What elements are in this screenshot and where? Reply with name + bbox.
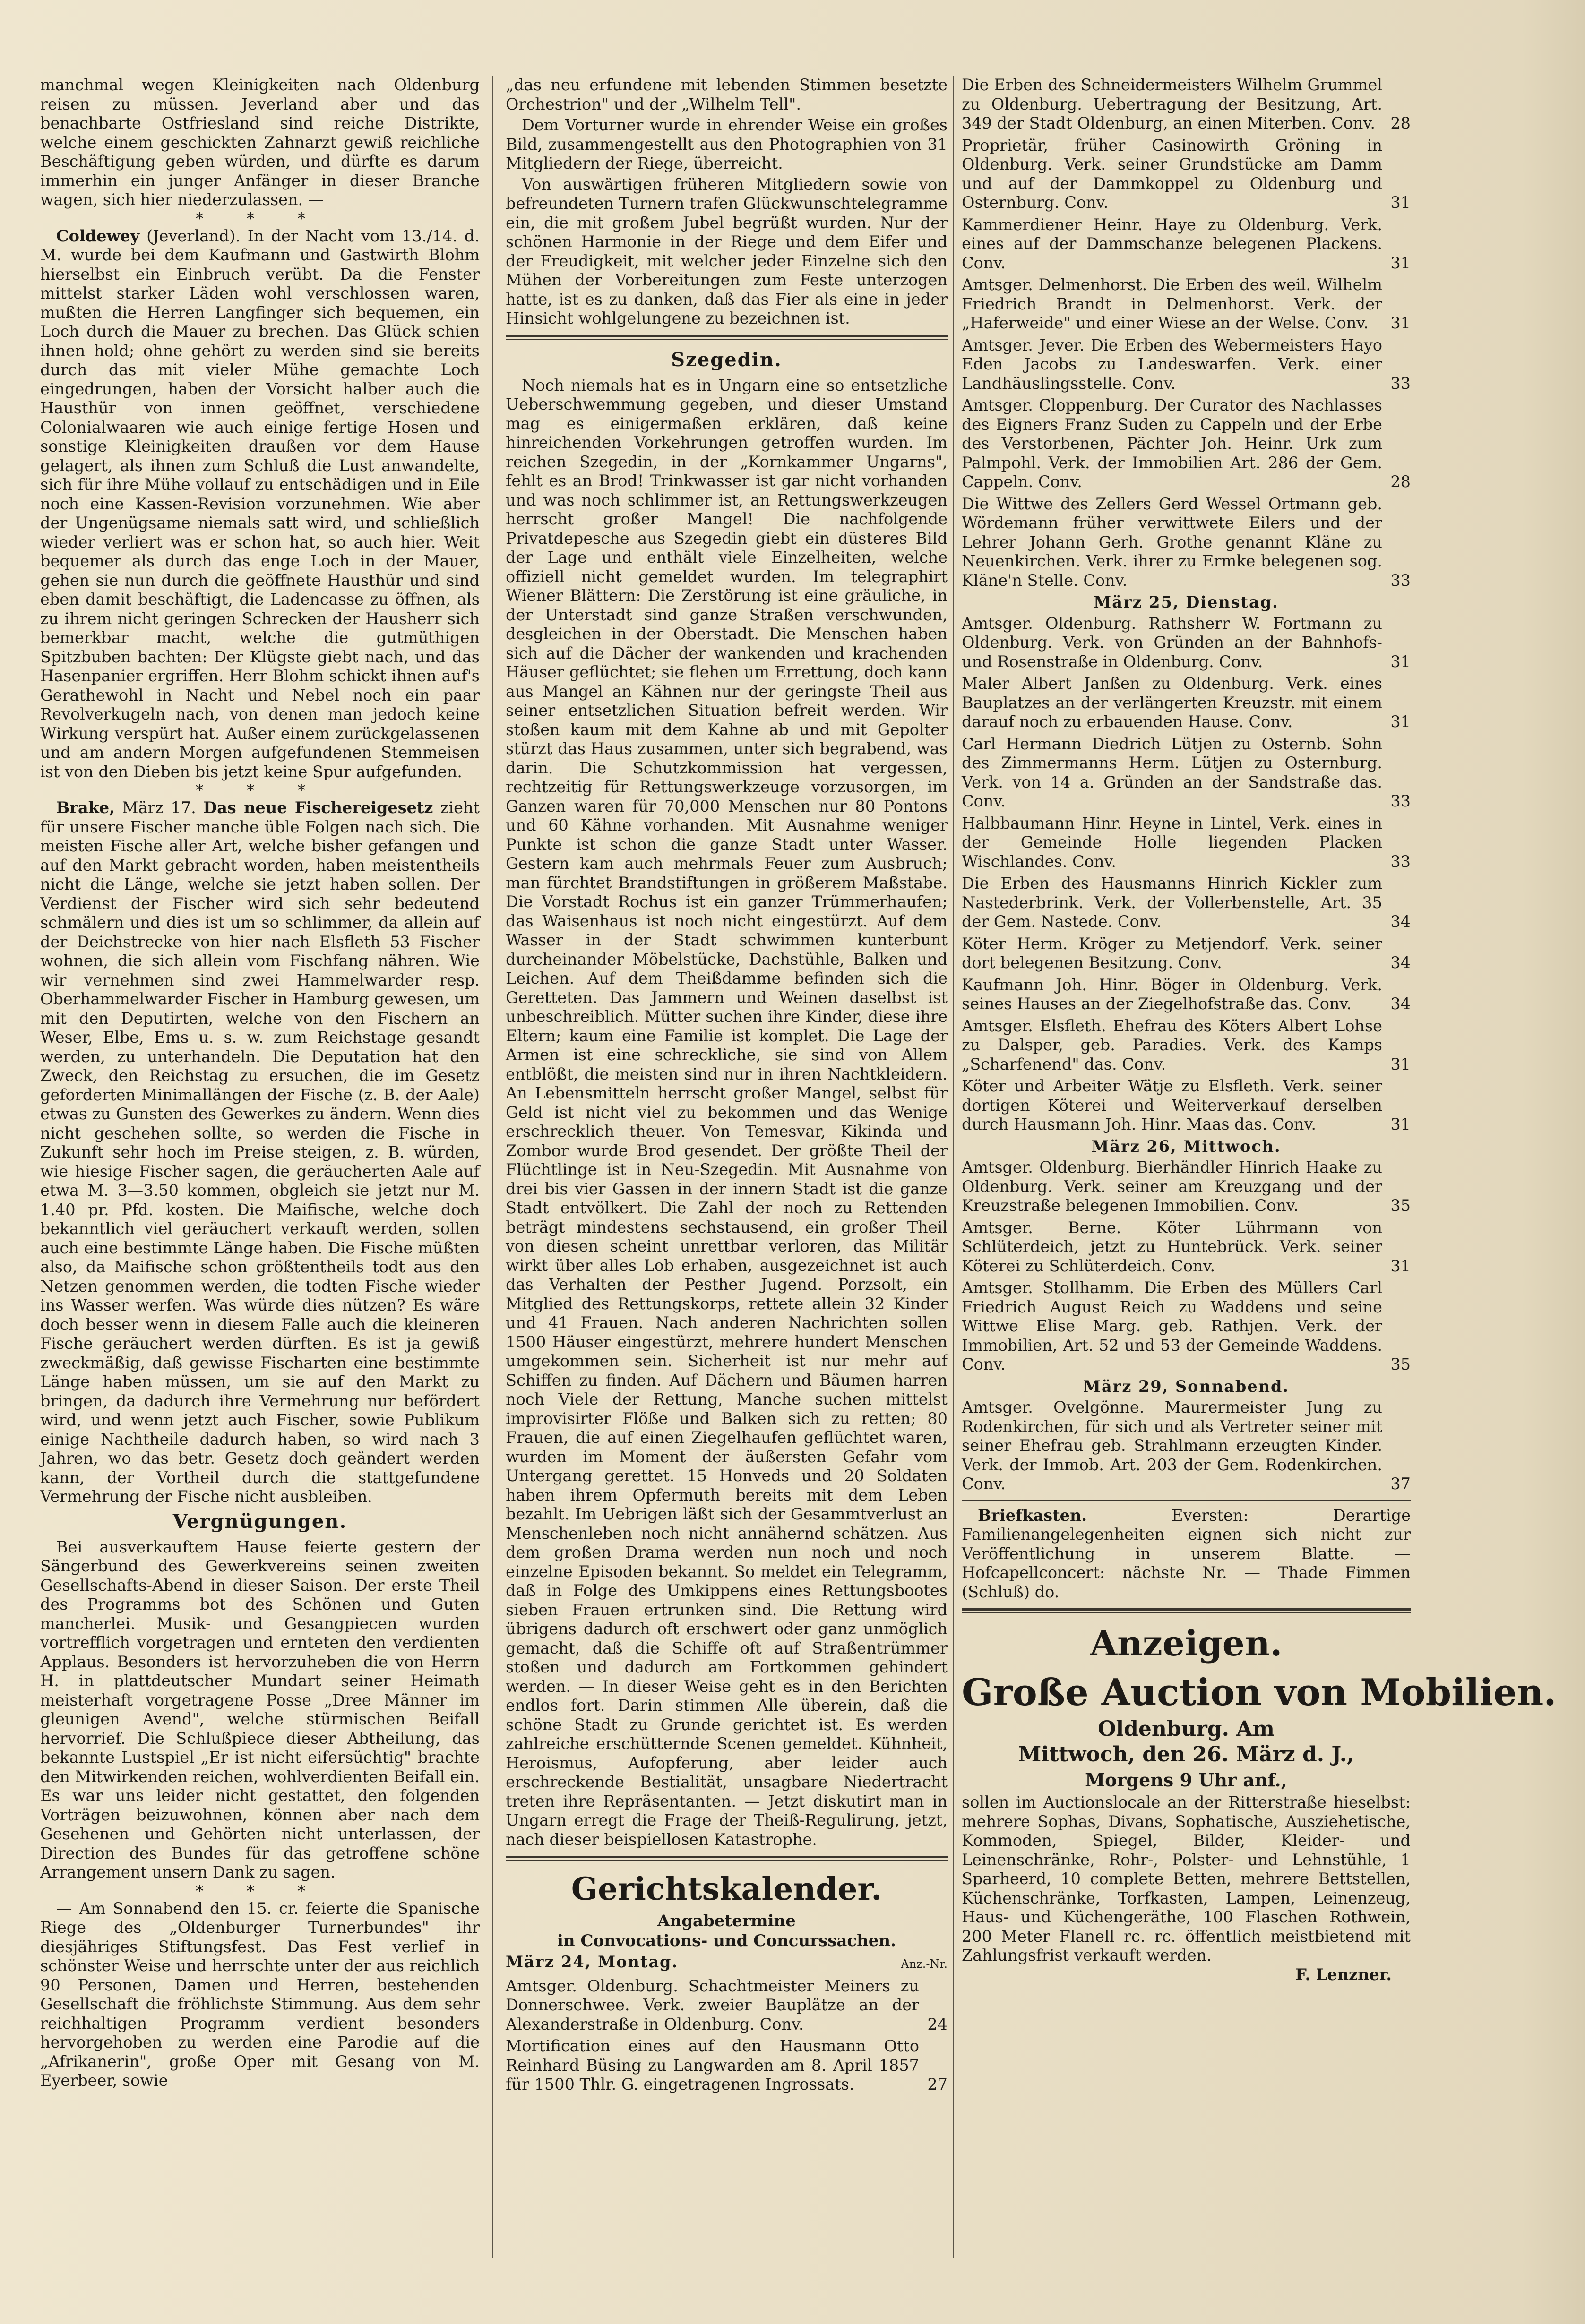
entry-text: Amtsger. Oldenburg. Schachtmeister Meiners zu Donnerschwee. Verk. zweier Bauplätze an der Alexanderstraße in Oldenburg. Conv. — [506, 1976, 919, 2033]
entry-number: 27 — [927, 2075, 948, 2093]
article-spanische-riege: — Am Sonnabend den 15. cr. feierte die Spanische Riege des „Oldenburger Turnerbundes" ihr diesjähriges Stiftungsfest. Das Fest verlief in schönster Weise und herrschte unter der aus reichlich 90 Personen, Damen und Herren, bestehenden Gesellschaft die fröhlichste Stimmung. Aus dem sehr reichhaltigen Programm verdient besonders hervorgehoben zu werden eine Parodie auf die „Afrikanerin", große Oper mit Gesang von M. Eyerbeer, sowie — [40, 1899, 480, 2090]
calendar-entry — [962, 76, 1411, 133]
article-body: (Jeverland). In der Nacht vom 13./14. d. M. wurde bei dem Kaufmann und Gastwirth Blohm hierselbst ein Einbruch verübt. Da die Fenster mittelst starker Läden wohl verschlossen waren, mußten die Herren Langfinger sich bequemen, ein Loch durch die Mauer zu brechen. Das Glück schien ihnen hold; ohne gehört zu werden sind sie bereits durch das mit vieler Mühe gemachte Loch eingedrungen, haben der Vorsicht halber auch die Hausthür von innen geöffnet, verschiedene Colonialwaaren wie auch einige fertige Hosen und sonstige Kleinigkeiten draußen vor dem Hause gelagert, als ihnen zum Schluß die Lust anwandelte, sich für ihre Mühe vollauf zu entschädigen und in Eile noch eine Kassen-Revision vorzunehmen. Wie aber der Ungenügsame niemals satt wird, und schließlich wieder verliert was er schon hat, so auch hier. Weit bequemer als durch das enge Loch in der Mauer, gehen sie nun durch die geöffnete Hausthür und sind eben damit beschäftigt, die Ladencasse zu öffnen, als zu ihrem nicht geringen Schrecken der Hausherr sich bemerkbar macht, welche die gutmüthigen Spitzbuben bachten: Der Klügste giebt nach, und das Hasenpanier ergriffen. Herr Blohm schickt ihnen auf's Gerathewohl in Nacht und Nebel noch ein paar Revolverkugeln nach, von denen man jedoch keine Wirkung verspürt hat. Außer einem zurückgelassenen und am andern Morgen aufgefundenen Stemmeisen ist von den Dieben bis jetzt keine Spur aufgefunden. — [40, 226, 480, 781]
calendar-entry — [962, 336, 1411, 394]
calendar-entry — [962, 976, 1411, 1014]
entry-text: Köter Herm. Kröger zu Metjendorf. Verk. seiner dort belegenen Besitzung. Conv. — [962, 934, 1382, 972]
article-coldewey — [40, 227, 480, 782]
section-divider — [962, 1500, 1411, 1501]
auction-date: Mittwoch, den 26. März d. J., — [1018, 1742, 1354, 1767]
calendar-entry — [962, 495, 1411, 591]
article-szegedin: Noch niemals hat es in Ungarn eine so entsetzliche Ueberschwemmung gegeben, und dieser Umstand mag es einigermaßen erklären, daß keine hinreichenden Vorkehrungen getroffen wurden. Im reichen Szegedin, in der „Kornkammer Ungarns", fehlt es an Brod! Trinkwasser ist gar nicht vorhanden und was noch schlimmer ist, an Rettungswerkzeugen herrscht großer Mangel! Die nachfolgende Privatdepesche aus Szegedin giebt ein düsteres Bild der Lage und enthält viele Einzelheiten, welche offiziell nicht gemeldet wurden. Im telegraphirt Wiener Blättern: Die Zerstörung ist eine gräuliche, in der Unterstadt sind ganze Straßen verschwunden, desgleichen in der Oberstadt. Die Menschen haben sich auf die Dächer der wankenden und krachenden Häuser geflüchtet; sie flehen um Errettung, doch kann aus Mangel an Kähnen nur der geringste Theil aus seiner entsetzlichen Situation befreit werden. Wir stoßen kaum mit dem Kahne ab und mit Gepolter stürzt das Haus zusammen, unter sich begrabend, was darin. Die Schutzkommission hat vergessen, rechtzeitig für Rettungswerkzeuge vorzusorgen, im Ganzen waren für 70,000 Menschen nur 80 Pontons und 60 Kähne vorhanden. Mit Ausnahme weniger Punkte ist schon die ganze Stadt unter Wasser. Gestern kam auch mehrmals Feuer zum Ausbruch; man fürchtet Brandstiftungen in größerem Maßstabe. Die Vorstadt Rochus ist ein ganzer Trümmerhaufen; das Waisenhaus ist noch nicht eingestürzt. Auf dem Wasser in der Stadt schwimmen kunterbunt durcheinander Möbelstücke, Dachstühle, Balken und Leichen. Auf dem Theißdamme befinden sich die Geretteten. Das Jammern und Weinen daselbst ist unbeschreiblich. Mütter suchen ihre Kinder, diese ihre Eltern; kaum eine Familie ist komplet. Die Lage der Armen ist eine schreckliche, sie sind von Allem entblößt, die meisten sind nur in ihren Nachtkleidern. An Lebensmitteln herrscht großer Mangel, selbst für Geld ist nicht viel zu bekommen und das Wenige erschrecklich theuer. Von Temesvar, Kikinda und Zombor wurde Brod gesendet. Der größte Theil der Flüchtlinge ist in Neu-Szegedin. Mit Ausnahme von drei bis vier Gassen in der innern Stadt ist die ganze Stadt entvölkert. Die Zahl der noch zu Rettenden beträgt mindestens sechstausend, ein großer Theil von diesen scheint unrettbar verloren, das Militär wirkt über alles Lob erhaben, ausgezeichnet ist auch das Verhalten der Pesther Jugend. Porzsolt, ein Mitglied des Rettungskorps, rettete allein 32 Kinder und 41 Frauen. Nach anderen Nachrichten sollen 1500 Häuser eingestürzt, mehrere hundert Menschen umgekommen sein. Sicherheit ist nur mehr auf Schiffen zu finden. Auf Dächern und Bäumen harren noch Viele der Rettung, Manche suchen mittelst improvisirter Flöße und Balken sich zu retten; 80 Frauen, die auf einen Ziegelhaufen geflüchtet waren, wurden im Moment der äußersten Gefahr vom Untergang gerettet. 15 Honveds und 20 Soldaten haben ihrem Opfermuth bereits mit dem Leben bezahlt. Im Uebrigen läßt sich der Gesammtverlust an Menschenleben noch nicht annähernd schätzen. Aus dem großen Drama werden nun noch und noch einzelne Episoden bekannt. So meldet ein Telegramm, daß in Folge des Umkippens eines Rettungsbootes sieben Frauen ertrunken sind. Die Rettung wird übrigens dadurch oft erschwert oder ganz unmöglich gemacht, daß die Schiffe oft auf Straßentrümmer stoßen und dadurch am Fortkommen gehindert werden. — In dieser Weise geht es in den Berichten endlos fort. Darin stimmen Alle überein, daß die schöne Stadt zu Grunde gerichtet ist. Es werden zahlreiche erschütternde Scenen gemeldet. Kühnheit, Heroismus, Aufopferung, aber leider auch erschreckende Bestialität, unsagbare Niedertracht treten ihre Repräsentanten. — Jetzt diskutirt man in Ungarn erregt die Frage der Theiß-Regulirung, jetzt, nach dieser beispiellosen Katastrophe. — [506, 376, 948, 1849]
calendar-entry — [962, 735, 1411, 811]
entry-text: Kammerdiener Heinr. Haye zu Oldenburg. Verk. eines auf der Dammschanze belegenen Plackens. Conv. — [962, 215, 1382, 272]
entry-text: Die Erben des Hausmanns Hinrich Kickler zum Nastederbrink. Verk. der Vollerbenstelle, Art. 35 der Gem. Nastede. Conv. — [962, 874, 1382, 931]
date-row — [506, 1951, 948, 1974]
separator-stars: * * * — [195, 209, 325, 228]
calendar-entry — [962, 396, 1411, 492]
calendar-entry — [962, 674, 1411, 732]
entry-number: 34 — [1390, 912, 1411, 931]
article-body: zieht für unsere Fischer manche üble Folgen nach sich. Die meisten Fische aller Art, welche bisher gefangen und auf den Markt gebracht worden, haben meistentheils nicht die Länge, welche sie jetzt haben sollen. Der Verdienst der Fischer wird sich sehr bedeutend schmälern und dies ist um so schlimmer, da allein auf der Deichstrecke von hier nach Elsfleth 53 Fischer wohnen, die sich allein vom Fischfang nähren. Wie wir vernehmen sind zwei Hammelwarder resp. Oberhammelwarder Fischer in Hamburg gewesen, um mit den Deputirten, welche von den Fischern an Weser, Elbe, Ems u. s. w. zum Reichstage gesandt werden, zu unterhandeln. Die Deputation hat den Zweck, den Reichstag zu ersuchen, die im Gesetz geforderten Minimallängen der Fische (z. B. der Aale) etwas zu Gunsten des Gewerkes zu ändern. Wenn dies nicht geschehen sollte, so werden die Fische in Zukunft sehr hoch im Preise steigen, z. B. würden, wie hiesige Fischer sagen, die geräucherten Aale auf etwa M. 3—3.50 kommen, obgleich sie jetzt nur M. 1.40 pr. Pfd. kosten. Die Maifische, welche doch bekanntlich viel geräuchert verkauft werden, sollen auch eine bestimmte Länge haben. Die Fische müßten also, da Maifische schon größtentheils todt aus den Netzen genommen werden, die todten Fische wieder ins Wasser werfen. Was würde dies nützen? Es wäre doch besser wenn in diesem Falle auch die kleineren Fische geräuchert werden dürften. Es ist ja gewiß zweckmäßig, daß gewisse Fischarten eine bestimmte Länge haben müssen, um sie auf den Markt zu bringen, da dadurch ihre Vermehrung nur befördert wird, und wenn jetzt auch Fischer, sowie Publikum einige Nachtheile dadurch haben, so wird nach 3 Jahren, wo das betr. Gesetz doch geändert werden kann, der Vortheil durch die stattgefundene Vermehrung der Fische nicht ausbleiben. — [40, 798, 480, 1506]
article-title: Das neue Fischereigesetz — [203, 798, 433, 817]
section-heading: Vergnügungen. — [172, 1510, 347, 1533]
entry-number: 31 — [1390, 253, 1411, 272]
entry-number: 37 — [1390, 1475, 1411, 1493]
column-3 — [962, 76, 1557, 2296]
calendar-entry — [962, 1158, 1411, 1216]
column-rule — [953, 76, 954, 2258]
calendar-entry — [962, 1077, 1411, 1134]
subheading: in Convocations- und Concurssachen. — [557, 1931, 896, 1950]
calendar-entry — [506, 2037, 948, 2094]
entry-text: Carl Hermann Diedrich Lütjen zu Osternb. Sohn des Zimmermanns Herm. Lütjen zu Osternburg. Verk. von 14 a. Gründen an der Sandstraße das. Conv. — [962, 734, 1382, 810]
column-rule — [492, 76, 493, 2258]
entry-text: Halbbaumann Hinr. Heyne in Lintel, Verk. eines in der Gemeinde Holle liegenden Placken Wischlandes. Conv. — [962, 814, 1382, 871]
entry-text: Köter und Arbeiter Wätje zu Elsfleth. Verk. seiner dortigen Köterei und Weiterverkauf derselben durch Hausmann Joh. Hinr. Maas das. Conv. — [962, 1077, 1382, 1133]
article-brake — [40, 798, 480, 1507]
briefkasten-title: Briefkasten. — [978, 1506, 1087, 1525]
calendar-entries — [962, 614, 1411, 1134]
entry-text: Amtsger. Berne. Köter Lührmann von Schlüterdeich, jetzt zu Huntebrück. Verk. seiner Köterei zu Schlüterdeich. Conv. — [962, 1218, 1382, 1275]
auction-place: Oldenburg. Am — [1098, 1717, 1275, 1741]
briefkasten-text: Eversten: Derartige Familienangelegenheiten eignen sich nicht zur Veröffentlichung in unserem Blatte. — Hofcapellconcert: nächste Nr. — Thade Fimmen (Schluß) do. — [962, 1506, 1411, 1601]
entry-number: 31 — [1390, 652, 1411, 671]
calendar-entry — [962, 614, 1411, 672]
calendar-entry — [962, 215, 1411, 273]
entry-text: Die Erben des Schneidermeisters Wilhelm Grummel zu Oldenburg. Uebertragung der Besitzung, Art. 349 der Stadt Oldenburg, an einen Miterben. Conv. — [962, 76, 1382, 132]
separator-stars: * * * — [195, 781, 325, 800]
entry-number: 34 — [1390, 953, 1411, 972]
calendar-date: März 25, Dienstag. — [1094, 593, 1279, 611]
calendar-entry — [962, 275, 1411, 333]
entry-text: Amtsger. Elsfleth. Ehefrau des Köters Albert Lohse zu Dalsper, geb. Paradies. Verk. des Kamps „Scharfenend" das. Conv. — [962, 1016, 1382, 1073]
subheading: Angabetermine — [657, 1912, 796, 1930]
calendar-entry — [962, 136, 1411, 213]
calendar-date: März 24, Montag. — [506, 1953, 679, 1971]
section-heading: Szegedin. — [671, 348, 782, 371]
column-2 — [506, 76, 948, 2296]
article-saengerbund: Bei ausverkauftem Hause feierte gestern der Sängerbund des Gewerkvereins seinen zweiten Gesellschafts-Abend in dieser Saison. Der erste Theil des Programms bot des Schönen und Guten mancherlei. Musik- und Gesangpiecen wurden vortrefflich vorgetragen und ernteten den verdienten Applaus. Besonders ist hervorzuheben die von Herrn H. in plattdeutscher Mundart seiner Heimath meisterhaft vorgetragene Posse „Dree Männer im gleunigen Avend", welche stürmischen Beifall hervorrief. Die Schlußpiece dieser Abtheilung, das bekannte Lustspiel „Er ist nicht eifersüchtig" brachte den Mitwirkenden reichen, wohlverdienten Beifall ein. Es war uns leider nicht gestattet, den folgenden Vorträgen beizuwohnen, können aber nach dem Gesehenen und Gehörten nicht unterlassen, der Direction des Bundes für das getroffene schöne Arrangement unsern Dank zu sagen. — [40, 1537, 480, 1881]
entry-text: Amtsger. Jever. Die Erben des Webermeisters Hayo Eden Jacobs zu Landeswarfen. Verk. einer Landhäuslingsstelle. Conv. — [962, 335, 1382, 393]
column-1 — [40, 76, 480, 2296]
entry-number: 33 — [1390, 792, 1411, 810]
calendar-entry — [962, 935, 1411, 973]
entry-text: Amtsger. Stollhamm. Die Erben des Müllers Carl Friedrich August Reich zu Waddens und seine Wittwe Elise Marg. geb. Rathjen. Verk. der Immobilien, Art. 52 und 53 der Gemeinde Waddens. Conv. — [962, 1278, 1382, 1373]
calendar-entry — [506, 1977, 948, 2034]
entry-text: Mortification eines auf den Hausmann Otto Reinhard Büsing zu Langwarden am 8. April 1857 für 1500 Thlr. G. eingetragenen Ingrossats. — [506, 2037, 919, 2093]
entry-text: Amtsger. Delmenhorst. Die Erben des weil. Wilhelm Friedrich Brandt in Delmenhorst. Verk. der „Haferweide" und einer Wiese an der Welse. Conv. — [962, 275, 1382, 332]
entry-text: Proprietär, früher Casinowirth Gröning in Oldenburg. Verk. seiner Grundstücke am Damm und auf der Dammkoppel zu Oldenburg und Osternburg. Conv. — [962, 136, 1382, 212]
entry-number: 28 — [1390, 114, 1411, 132]
entry-number: 31 — [1390, 1256, 1411, 1275]
article-dateline: Coldewey — [56, 226, 140, 245]
section-heading-gerichtskalender: Gerichtskalender. — [571, 1870, 882, 1907]
article-paragraph: Dem Vorturner wurde in ehrender Weise ein großes Bild, zusammengestellt aus den Photographien von 31 Mitgliedern der Riege, überreicht. — [506, 116, 948, 172]
entry-number: 31 — [1390, 314, 1411, 332]
briefkasten — [962, 1506, 1411, 1602]
entry-text: Amtsger. Ovelgönne. Maurermeister Jung zu Rodenkirchen, für sich und als Vertreter seiner mit seiner Ehefrau geb. Strahlmann erzeugten Kinder. Verk. der Immob. Art. 203 der Gem. Rodenkirchen. Conv. — [962, 1398, 1382, 1493]
auction-time: Morgens 9 Uhr anf., — [1085, 1769, 1287, 1791]
entry-number: 33 — [1390, 852, 1411, 871]
auction-text: sollen im Auctionslocale an der Ritterstraße hieselbst: mehrere Sophas, Divans, Sophatische, Ausziehetische, Kommoden, Spiegel, Bilder, Kleider- und Leinenschränke, Rohr-, Polster- und Lehnstühle, 1 Sparheerd, 10 complete Betten, mehrere Bettstellen, Küchenschränke, Torfkasten, Lampen, Leinenzeug, Haus- und Küchengeräthe, 100 Flaschen Rothwein, 200 Meter Flanell rc. rc. öffentlich meistbietend mit Zahlungsfrist verkauft werden. — [962, 1793, 1411, 1964]
entry-text: Maler Albert Janßen zu Oldenburg. Verk. eines Bauplatzes an der verlängerten Kreuzstr. mit einem darauf noch zu erbauenden Hause. Conv. — [962, 674, 1382, 731]
separator-stars: * * * — [195, 1881, 325, 1901]
calendar-entries — [962, 76, 1411, 590]
auction-title: Große Auction von Mobilien. — [962, 1671, 1557, 1714]
entry-text: Amtsger. Cloppenburg. Der Curator des Nachlasses des Eigners Franz Suden zu Cappeln und der Erbe des Verstorbenen, Pächter Joh. Heinr. Urk zum Palmpohl. Verk. der Immobilien Art. 286 der Gem. Cappeln. Conv. — [962, 396, 1382, 491]
entry-text: Die Wittwe des Zellers Gerd Wessel Ortmann geb. Wördemann früher verwittwete Eilers und der Lehrer Johann Gerh. Grothe genannt Kläne zu Neuenkirchen. Verk. ihrer zu Ermke belegenen sog. Kläne'n Stelle. Conv. — [962, 494, 1382, 590]
section-divider — [506, 335, 948, 340]
entry-number: 34 — [1390, 995, 1411, 1013]
entry-number: 31 — [1390, 1055, 1411, 1073]
article-paragraph: Von auswärtigen früheren Mitgliedern sowie von befreundeten Turnern trafen Glückwunschtelegramme ein, die mit großem Jubel begrüßt wurden. Nur der schönen Harmonie in der Riege und dem Eifer und der Freudigkeit, mit welcher jeder Einzelne sich den Mühen der Vorbereitungen zum Feste unterzogen hatte, ist es zu danken, daß das Fier als eine in jeder Hinsicht wohlgelungene zu bezeichnen ist. — [506, 175, 948, 327]
calendar-entry — [962, 874, 1411, 932]
calendar-entry — [962, 814, 1411, 872]
entry-text: Amtsger. Oldenburg. Rathsherr W. Fortmann zu Oldenburg. Verk. von Gründen an der Bahnhofs- und Rosenstraße in Oldenburg. Conv. — [962, 614, 1382, 671]
calendar-date: März 29, Sonnabend. — [1083, 1377, 1290, 1396]
article-dateline: Brake, — [56, 798, 115, 817]
entry-number: 35 — [1390, 1196, 1411, 1215]
article-date: März 17. — [114, 798, 204, 817]
calendar-entry — [962, 1398, 1411, 1494]
section-heading-anzeigen: Anzeigen. — [1090, 1623, 1283, 1664]
entry-text: Amtsger. Oldenburg. Bierhändler Hinrich Haake zu Oldenburg. Verk. seiner am Kreuzgang und der Kreuzstraße belegenen Immobilien. Conv. — [962, 1158, 1382, 1215]
article-continuation: „das neu erfundene mit lebenden Stimmen besetzte Orchestrion" und der „Wilhelm Tell". — [506, 76, 948, 113]
entry-number: 35 — [1390, 1355, 1411, 1373]
calendar-date: März 26, Mittwoch. — [1091, 1137, 1281, 1156]
entry-number: 31 — [1390, 712, 1411, 731]
article-continuation: manchmal wegen Kleinigkeiten nach Oldenburg reisen zu müssen. Jeverland aber und das benachbarte Ostfriesland sind reiche Distrikte, welche einem geschickten Zahnarzt gewiß reichliche Beschäftigung geben würden, und dürfte es darum immerhin ein junger Anfänger in dieser Branche wagen, sich hier niederzulassen. — — [40, 76, 480, 209]
entry-number: 33 — [1390, 571, 1411, 590]
entry-number: 33 — [1390, 374, 1411, 393]
calendar-entry — [962, 1017, 1411, 1074]
calendar-entries — [506, 1977, 948, 2094]
entry-number: 28 — [1390, 472, 1411, 491]
section-divider — [962, 1608, 1411, 1613]
calendar-entry — [962, 1278, 1411, 1374]
entry-number: 24 — [927, 2015, 948, 2033]
entry-number: 31 — [1390, 193, 1411, 212]
entry-number: 31 — [1390, 1115, 1411, 1133]
section-divider — [506, 1856, 948, 1861]
calendar-entries — [962, 1158, 1411, 1374]
calendar-entries — [962, 1398, 1411, 1494]
auction-signature: F. Lenzner. — [1295, 1965, 1392, 1984]
calendar-entry — [962, 1218, 1411, 1276]
number-column-label: Anz.-Nr. — [901, 1957, 948, 1971]
entry-text: Kaufmann Joh. Hinr. Böger in Oldenburg. Verk. seines Hauses an der Ziegelhofstraße das. Conv. — [962, 975, 1382, 1013]
